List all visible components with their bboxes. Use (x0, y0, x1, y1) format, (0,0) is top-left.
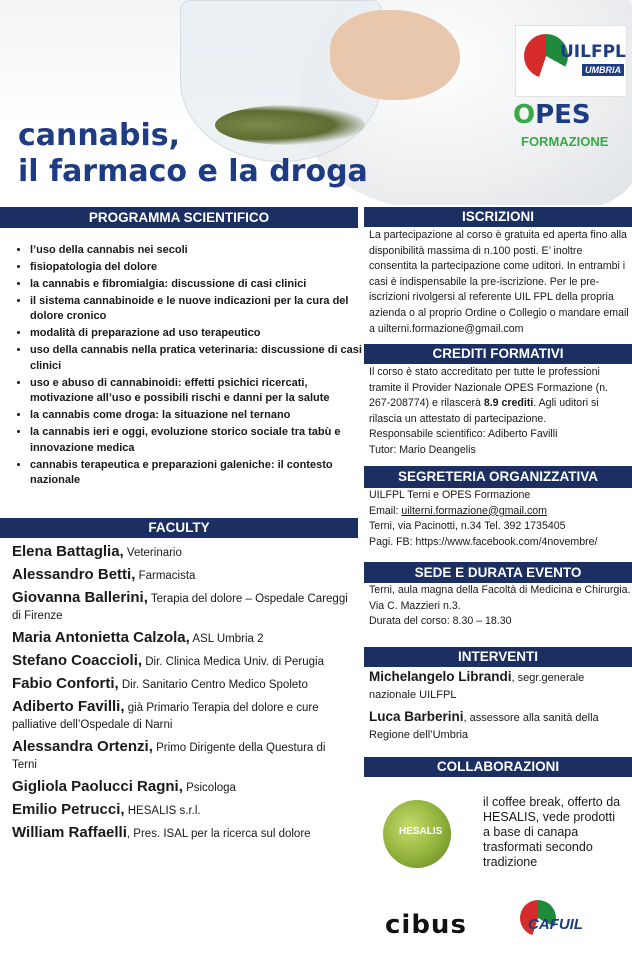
faculty-item: Alessandra Ortenzi, Primo Dirigente della Questura di Terni (12, 738, 326, 771)
faculty-item: Elena Battaglia, Veterinario (12, 543, 182, 560)
interventi-heading: INTERVENTI (364, 647, 632, 667)
tutor-text: Tutor: Mario Deangelis (369, 443, 476, 456)
email-link[interactable]: uilterni.formazione@gmail.com (401, 504, 547, 517)
crediti-text: Il corso è stato accreditato per tutte le professioni tramite il Provider Nazionale OPES Formazione (n. 267-208774) e rilascerà 8.9 crediti. Agli uditori si rilascia un attestato di partecipazione. Responsabile scientifico: Adiberto Favilli Tutor: Mario Deangelis (369, 366, 609, 456)
page-title (18, 118, 368, 190)
faculty-item: William Raffaelli, Pres. ISAL per la ricerca sul dolore (12, 824, 311, 841)
cibus-logo-text: cibus (385, 910, 467, 940)
list-item: • il sistema cannabinoide e le nuove indicazioni per la cura del dolore cronico (30, 294, 365, 325)
list-item: • la cannabis come droga: la situazione nel ternano (30, 408, 365, 423)
faculty-item: Emilio Petrucci, HESALIS s.r.l. (12, 801, 201, 818)
list-item: • uso e abuso di cannabinoidi: effetti psichici ricercati, motivazione all’uso e possibili rischi e danni per la salute (30, 376, 365, 407)
iscrizioni-heading: ISCRIZIONI (364, 207, 632, 227)
faculty-item: Gigliola Paolucci Ragni, Psicologa (12, 778, 236, 795)
cafuil-logo-text: CAFUIL (528, 916, 583, 933)
iscrizioni-text: La partecipazione al corso è gratuita ed aperta fino alla disponibilità massima di n.100 posti. E’ inoltre consentita la partecipazione come uditori. In entrambi i casi è indispensabile la pre-iscrizione. Per le pre-iscrizioni rivolgersi al referente UIL FPL della propria azienda o al proprio Ordine o Collegio o mandare email a uilterni.formazione@gmail.com (369, 229, 629, 335)
responsabile-text: Responsabile scientifico: Adiberto Favilli (369, 428, 558, 441)
list-item: • uso della cannabis nella pratica veterinaria: discussione di casi clinici (30, 343, 365, 374)
hand-shape (330, 10, 460, 100)
hesalis-logo (383, 800, 463, 870)
faculty-item: Adiberto Favilli, già Primario Terapia del dolore e cure palliative dell’Ospedale di Narni (12, 698, 319, 731)
opes-logo (513, 100, 618, 160)
title-line-2: il farmaco e la droga (18, 154, 368, 189)
faculty-item: Stefano Coaccioli, Dir. Clinica Medica Univ. di Perugia (12, 652, 324, 669)
segreteria-text: UILFPL Terni e OPES Formazione Email: uilterni.formazione@gmail.com Terni, via Pacinotti, n.34 Tel. 392 1735405 Pagi. FB: https://www.facebook.com/4novembre/ (369, 489, 598, 548)
sede-text: Terni, aula magna della Facoltà di Medicina e Chirurgia. Via C. Mazzieri n.3. Durata del corso: 8.30 – 18.30 (369, 584, 631, 628)
list-item: • cannabis terapeutica e preparazioni galeniche: il contesto nazionale (30, 458, 365, 489)
faculty-list (12, 543, 352, 847)
cibus-logo (385, 900, 495, 945)
coffee-break-text: il coffee break, offerto da HESALIS, vede prodotti a base di canapa trasformati secondo tradizione (483, 795, 621, 869)
programma-list (14, 243, 365, 490)
interventi-list (369, 668, 631, 744)
faculty-item: Maria Antonietta Calzola, ASL Umbria 2 (12, 629, 264, 646)
title-line-1: cannabis, (18, 118, 180, 153)
list-item: • l’uso della cannabis nei secoli (30, 243, 365, 258)
uil-logo-text: UILFPL (560, 42, 626, 62)
cafuil-logo (520, 900, 600, 945)
intervento-item: Michelangelo Librandi, segr.generale nazionale UILFPL (369, 669, 585, 701)
list-item: • la cannabis ieri e oggi, evoluzione storico sociale tra tabù e innovazione medica (30, 425, 365, 456)
faculty-item: Giovanna Ballerini, Terapia del dolore – Ospedale Careggi di Firenze (12, 589, 348, 622)
uil-logo-sub: UMBRIA (582, 64, 624, 76)
opes-logo-text: OPES (513, 100, 591, 130)
crediti-heading: CREDITI FORMATIVI (364, 344, 632, 364)
segreteria-heading: SEGRETERIA ORGANIZZATIVA (364, 466, 632, 488)
faculty-heading: FACULTY (0, 518, 358, 538)
programma-heading: PROGRAMMA SCIENTIFICO (0, 207, 358, 228)
intervento-item: Luca Barberini, assessore alla sanità della Regione dell’Umbria (369, 709, 599, 741)
opes-logo-sub: FORMAZIONE (521, 134, 609, 149)
list-item: • fisiopatologia del dolore (30, 260, 365, 275)
list-item: • modalità di preparazione ad uso terapeutico (30, 326, 365, 341)
sede-heading: SEDE E DURATA EVENTO (364, 562, 632, 583)
hesalis-logo-text: HESALIS (399, 826, 443, 837)
faculty-item: Fabio Conforti, Dir. Sanitario Centro Medico Spoleto (12, 675, 308, 692)
faculty-item: Alessandro Betti, Farmacista (12, 566, 196, 583)
collaborazioni-heading: COLLABORAZIONI (364, 757, 632, 777)
list-item: • la cannabis e fibromialgia: discussione di casi clinici (30, 277, 365, 292)
uilfpl-logo (515, 25, 627, 97)
